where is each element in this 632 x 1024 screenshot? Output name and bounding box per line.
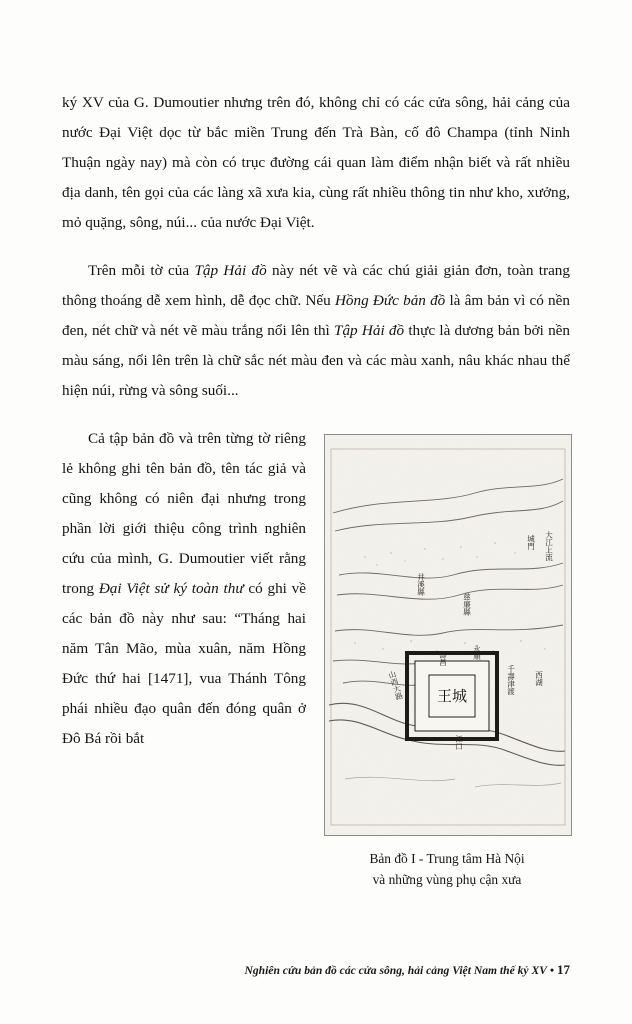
- svg-text:千壽津渡: 千壽津渡: [506, 665, 516, 695]
- map-frame: [324, 434, 572, 836]
- text-run: Cả tập bản đồ và trên từng tờ riêng lẻ không ghi tên bản đồ, tên tác giả và cũng không có niên đại nhưng trong phần lời giới thiệu công trình nghiên cứu của mình, G. Dumoutier viết rằng trong: [62, 430, 306, 597]
- historic-map-illustration: [325, 435, 571, 835]
- svg-text:大江上流: 大江上流: [544, 531, 554, 561]
- svg-text:城門: 城門: [526, 535, 536, 550]
- figure-map: [324, 434, 570, 890]
- svg-text:永順: 永順: [472, 645, 482, 660]
- svg-text:慈廉縣: 慈廉縣: [462, 593, 472, 616]
- page-footer: [62, 962, 570, 978]
- page-number: 17: [557, 962, 570, 977]
- italic-title: Tập Hải đồ: [334, 322, 405, 339]
- text-run: Trên mỗi tờ của: [88, 262, 195, 279]
- text-run: có ghi về các bản đồ này như sau: “Tháng hai năm Tân Mão, mùa xuân, năm Hồng Đức thứ hai [1471], vua Thánh Tông phái nhiều đạo quân đến đóng quân ở Đô Bá rồi bắt: [62, 580, 307, 747]
- svg-text:井溪縣: 井溪縣: [416, 573, 426, 596]
- text-run: ký XV của G. Dumoutier nhưng trên đó, không chỉ có các cửa sông, hải cảng của nước Đại Việt dọc từ bắc miền Trung đến Trà Bàn, cố đô Champa (tỉnh Ninh Thuận ngày nay) mà còn có trục đường cái quan làm điểm nhận biết và rất nhiều địa danh, tên gọi của các làng xã xưa kia, cùng rất nhiều thông tin như kho, xưởng, mỏ quặng, sông, núi... của nước Đại Việt.: [62, 94, 570, 231]
- text-run: này nét vẽ và các chú giải giản đơn, toàn trang thông thoáng dễ xem hình, dễ đọc chữ. Nếu: [62, 262, 570, 309]
- svg-text:江口: 江口: [454, 735, 464, 750]
- figure-caption: [324, 848, 570, 890]
- italic-title: Tập Hải đồ: [194, 262, 267, 279]
- svg-text:西湖: 西湖: [534, 671, 544, 686]
- text-run: thực là dương bản bởi nền màu sáng, nổi lên trên là chữ sắc nét màu đen và các màu xanh, nâu khác nhau thể hiện núi, rừng và sông suối...: [62, 322, 570, 399]
- figure-caption-line-1: Bản đồ I - Trung tâm Hà Nội: [369, 851, 525, 866]
- paragraph-1: [62, 88, 570, 238]
- svg-text:王城: 王城: [436, 687, 468, 705]
- footer-title: Nghiên cứu bản đồ các cửa sông, hải cảng Việt Nam thế kỷ XV: [244, 964, 547, 977]
- italic-title: Đại Việt sử ký toàn thư: [98, 580, 244, 597]
- page-body: [62, 88, 570, 896]
- figure-caption-line-2: và những vùng phụ cận xưa: [372, 872, 522, 887]
- svg-text:山西大路: 山西大路: [386, 669, 405, 701]
- italic-title: Hồng Đức bản đồ: [334, 292, 446, 309]
- paragraph-2: [62, 256, 570, 406]
- svg-text:壽昌: 壽昌: [438, 651, 448, 666]
- footer-separator: •: [549, 964, 554, 977]
- text-run: là âm bản vì có nền đen, nét chữ và nét vẽ màu trắng nổi lên thì: [62, 292, 570, 339]
